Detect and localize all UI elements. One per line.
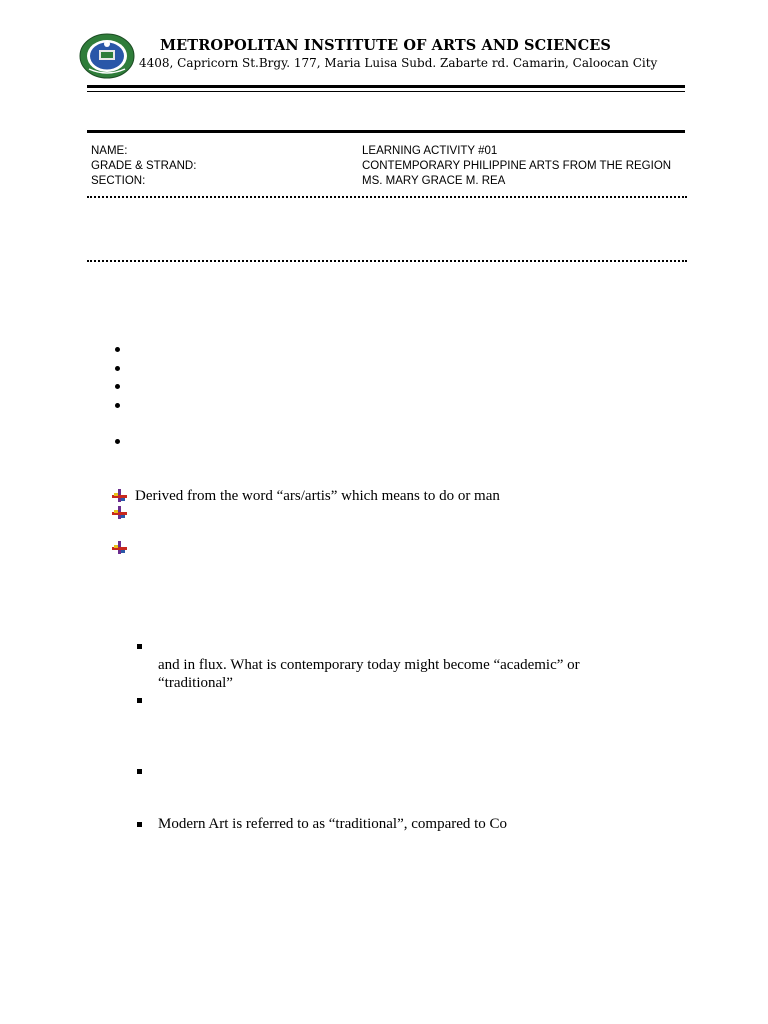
square-item-4: Modern Art is referred to as “traditional”, compared to Co <box>158 816 508 832</box>
school-seal-logo <box>79 33 135 79</box>
square-bullet <box>137 644 142 649</box>
dotted-divider-top <box>87 196 687 198</box>
institution-address: 4408, Capricorn St.Brgy. 177, Maria Luisa Subd. Zabarte rd. Camarin, Caloocan City <box>139 56 658 70</box>
teacher-name: MS. MARY GRACE M. REA <box>362 175 506 187</box>
institution-name: METROPOLITAN INSTITUTE OF ARTS AND SCIENCES <box>160 37 611 54</box>
round-bullet <box>115 384 120 389</box>
arrow-bullet-icon <box>112 506 128 520</box>
subject-title: CONTEMPORARY PHILIPPINE ARTS FROM THE REGION <box>362 160 672 172</box>
round-bullet <box>115 403 120 408</box>
header-rule-thick <box>87 85 685 88</box>
square-item-1-line-2: and in flux. What is contemporary today might become “academic” or <box>158 657 580 673</box>
square-item-1-line-3: “traditional” <box>158 675 233 691</box>
dotted-divider-bottom <box>87 260 687 262</box>
arrow-item-1: Derived from the word “ars/artis” which means to do or man <box>135 488 500 504</box>
header-rule-thin <box>87 91 685 92</box>
info-top-rule <box>87 130 685 133</box>
arrow-bullet-icon <box>112 541 128 555</box>
round-bullet <box>115 347 120 352</box>
activity-info <box>362 144 671 189</box>
round-bullet <box>115 366 120 371</box>
square-bullet <box>137 769 142 774</box>
name-label: NAME: <box>91 145 128 157</box>
section-label: SECTION: <box>91 175 146 187</box>
grade-strand-label: GRADE & STRAND: <box>91 160 197 172</box>
info-labels <box>91 144 196 189</box>
square-bullet <box>137 822 142 827</box>
arrow-bullet-icon <box>112 489 128 503</box>
round-bullet <box>115 439 120 444</box>
activity-number: LEARNING ACTIVITY #01 <box>362 145 498 157</box>
square-bullet <box>137 698 142 703</box>
